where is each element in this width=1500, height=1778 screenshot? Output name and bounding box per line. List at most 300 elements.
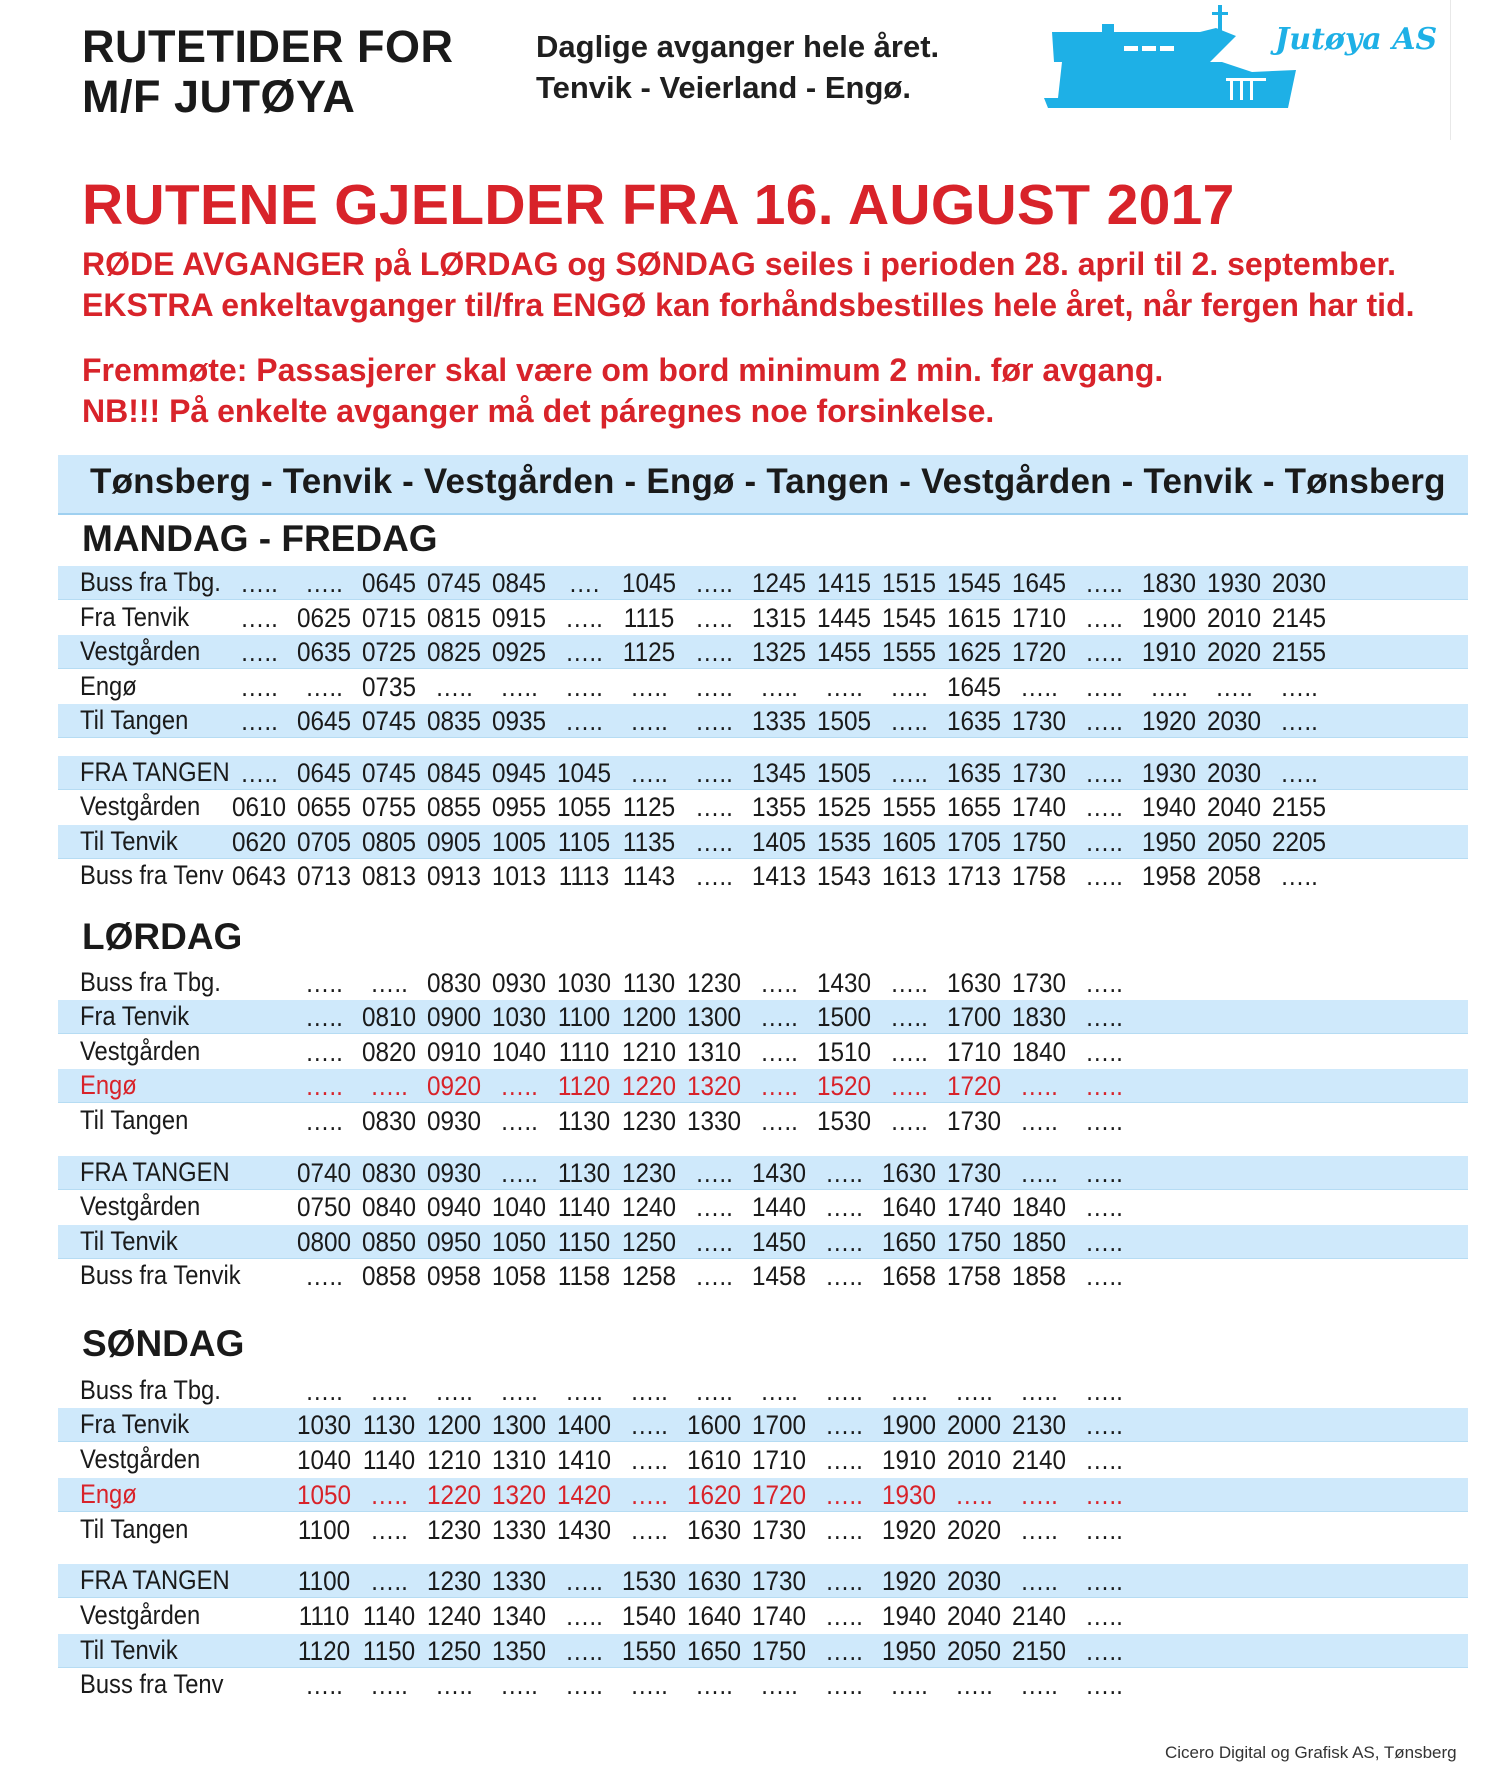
departure-time-cell: …..: [565, 1566, 603, 1596]
timetable-row-weekday: [58, 756, 1468, 790]
departure-time-cell: 0835: [426, 706, 482, 736]
departure-time-cell: 1005: [491, 827, 547, 857]
departure-time-cell: 0735: [361, 672, 417, 702]
departure-time-cell: 0813: [361, 861, 417, 891]
departure-time-cell: 1400: [556, 1410, 612, 1440]
departure-time-cell: 1458: [751, 1261, 807, 1291]
row-label: Vestgården: [80, 791, 201, 821]
departure-time-cell: 1320: [491, 1480, 547, 1510]
section-title-weekday: MANDAG - FREDAG: [82, 518, 438, 559]
departure-time-cell: …..: [825, 1410, 863, 1440]
departure-time-cell: …..: [1020, 672, 1058, 702]
row-label: Engø: [80, 671, 137, 701]
departure-time-cell: 1150: [362, 1636, 416, 1666]
subtitle-line-1: Daglige avganger hele året.: [536, 29, 940, 64]
timetable-row-saturday: [58, 1225, 1468, 1259]
departure-time-cell: 1910: [1141, 637, 1197, 667]
departure-time-cell: 0625: [296, 603, 352, 633]
departure-time-cell: …..: [695, 1670, 733, 1700]
departure-time-cell: 2040: [1206, 792, 1262, 822]
departure-time-cell: …..: [565, 603, 603, 633]
departure-time-cell: 0815: [426, 603, 482, 633]
departure-time-cell: …..: [825, 1376, 863, 1406]
departure-time-cell: 0740: [296, 1158, 352, 1188]
departure-time-cell: 0900: [426, 1002, 482, 1032]
departure-time-cell: …..: [435, 672, 473, 702]
departure-time-cell: …..: [890, 706, 928, 736]
departure-time-cell: 1445: [816, 603, 872, 633]
departure-time-cell: 2140: [1011, 1445, 1067, 1475]
departure-time-cell: 2050: [946, 1636, 1002, 1666]
row-label: Vestgården: [80, 1444, 201, 1474]
departure-time-cell: …..: [370, 968, 408, 998]
departure-time-cell: …..: [890, 1002, 928, 1032]
departure-time-cell: 0715: [361, 603, 417, 633]
departure-time-cell: …..: [565, 706, 603, 736]
departure-time-cell: …..: [370, 1480, 408, 1510]
departure-time-cell: 2020: [946, 1515, 1002, 1545]
departure-time-cell: 1330: [686, 1106, 742, 1136]
departure-time-cell: 1610: [686, 1445, 742, 1475]
departure-time-cell: …..: [1280, 758, 1318, 788]
row-label: Vestgården: [80, 636, 201, 666]
departure-time-cell: 0620: [231, 827, 287, 857]
departure-time-cell: 1120: [557, 1071, 611, 1101]
departure-time-cell: …..: [695, 1158, 733, 1188]
departure-time-cell: 1930: [1141, 758, 1197, 788]
departure-time-cell: …..: [1020, 1480, 1058, 1510]
departure-time-cell: 1900: [1141, 603, 1197, 633]
departure-time-cell: 0858: [361, 1261, 417, 1291]
departure-time-cell: 2030: [1271, 568, 1327, 598]
departure-time-cell: …..: [760, 1071, 798, 1101]
departure-time-cell: …..: [890, 672, 928, 702]
departure-time-cell: 0830: [361, 1106, 417, 1136]
departure-time-cell: …..: [1085, 1601, 1123, 1631]
section-title-saturday: LØRDAG: [82, 916, 243, 957]
departure-time-cell: 0855: [426, 792, 482, 822]
notice-attendance: Fremmøte: Passasjerer skal være om bord minimum 2 min. før avgang.: [82, 352, 1164, 388]
subtitle-line-2: Tenvik - Veierland - Engø.: [536, 70, 911, 105]
departure-time-cell: 2030: [1206, 706, 1262, 736]
departure-time-cell: 1430: [751, 1158, 807, 1188]
departure-time-cell: 0930: [491, 968, 547, 998]
departure-time-cell: …..: [1085, 1670, 1123, 1700]
departure-time-cell: 1150: [557, 1227, 611, 1257]
row-label: Vestgården: [80, 1191, 201, 1221]
row-label: Vestgården: [80, 1600, 201, 1630]
departure-time-cell: 1930: [1206, 568, 1262, 598]
departure-time-cell: …..: [305, 1261, 343, 1291]
departure-time-cell: …..: [825, 1445, 863, 1475]
departure-time-cell: 1550: [621, 1636, 677, 1666]
departure-time-cell: 1500: [816, 1002, 872, 1032]
departure-time-cell: 1530: [621, 1566, 677, 1596]
departure-time-cell: 1350: [491, 1636, 547, 1666]
row-label: Buss fra Tenv: [80, 860, 224, 890]
departure-time-cell: 1625: [946, 637, 1002, 667]
departure-time-cell: 1413: [751, 861, 807, 891]
departure-time-cell: 1850: [1011, 1227, 1067, 1257]
departure-time-cell: …..: [240, 758, 278, 788]
departure-time-cell: …..: [695, 1261, 733, 1291]
departure-time-cell: …..: [500, 1376, 538, 1406]
departure-time-cell: 1830: [1141, 568, 1197, 598]
row-label: FRA TANGEN: [80, 1157, 230, 1187]
departure-time-cell: 1620: [686, 1480, 742, 1510]
departure-time-cell: 1140: [362, 1445, 416, 1475]
departure-time-cell: 1950: [1141, 827, 1197, 857]
departure-time-cell: 1105: [557, 827, 611, 857]
departure-time-cell: …..: [1085, 706, 1123, 736]
departure-time-cell: 1045: [556, 758, 612, 788]
departure-time-cell: …..: [760, 1670, 798, 1700]
departure-time-cell: 1310: [686, 1037, 742, 1067]
departure-time-cell: 1230: [621, 1158, 677, 1188]
departure-time-cell: 1130: [622, 968, 676, 998]
departure-time-cell: …..: [1280, 706, 1318, 736]
departure-time-cell: …..: [955, 1376, 993, 1406]
departure-time-cell: …..: [1085, 603, 1123, 633]
row-label: Buss fra Tbg.: [80, 567, 221, 597]
row-label: Engø: [80, 1479, 137, 1509]
departure-time-cell: …..: [1085, 1158, 1123, 1188]
departure-time-cell: …..: [630, 672, 668, 702]
departure-time-cell: 1630: [686, 1566, 742, 1596]
departure-time-cell: 1630: [686, 1515, 742, 1545]
departure-time-cell: 1030: [296, 1410, 352, 1440]
timetable-row-saturday: [58, 1069, 1468, 1103]
departure-time-cell: 1355: [751, 792, 807, 822]
departure-time-cell: 0610: [231, 792, 287, 822]
departure-time-cell: 1113: [558, 861, 610, 891]
departure-time-cell: 1230: [426, 1566, 482, 1596]
departure-time-cell: 1055: [556, 792, 612, 822]
departure-time-cell: …..: [630, 1376, 668, 1406]
departure-time-cell: 1700: [751, 1410, 807, 1440]
departure-time-cell: …..: [825, 1227, 863, 1257]
departure-time-cell: …..: [825, 1566, 863, 1596]
departure-time-cell: …..: [240, 603, 278, 633]
departure-time-cell: 1140: [557, 1192, 611, 1222]
departure-time-cell: 0905: [426, 827, 482, 857]
notice-delays: NB!!! På enkelte avganger må det páregnes noe forsinkelse.: [82, 393, 995, 429]
departure-time-cell: 1940: [881, 1601, 937, 1631]
departure-time-cell: 0958: [426, 1261, 482, 1291]
departure-time-cell: …..: [305, 1106, 343, 1136]
departure-time-cell: …..: [305, 1037, 343, 1067]
departure-time-cell: …..: [695, 861, 733, 891]
departure-time-cell: …..: [1085, 637, 1123, 667]
departure-time-cell: …..: [305, 1376, 343, 1406]
timetable-row-sunday: [58, 1443, 1468, 1476]
departure-time-cell: …..: [240, 706, 278, 736]
departure-time-cell: …..: [825, 1158, 863, 1188]
departure-time-cell: 1210: [621, 1037, 677, 1067]
departure-time-cell: …..: [1085, 1002, 1123, 1032]
departure-time-cell: 1510: [816, 1037, 872, 1067]
departure-time-cell: …..: [825, 1192, 863, 1222]
departure-time-cell: 1050: [491, 1227, 547, 1257]
departure-time-cell: …..: [1020, 1106, 1058, 1136]
departure-time-cell: …..: [890, 1670, 928, 1700]
departure-time-cell: …..: [370, 1376, 408, 1406]
departure-time-cell: 1930: [881, 1480, 937, 1510]
departure-time-cell: 1100: [297, 1566, 351, 1596]
route-bar-text: Tønsberg - Tenvik - Vestgården - Engø - Tangen - Vestgården - Tenvik - Tønsberg: [90, 462, 1446, 501]
departure-time-cell: …..: [500, 1158, 538, 1188]
departure-time-cell: 0845: [491, 568, 547, 598]
departure-time-cell: 0755: [361, 792, 417, 822]
departure-time-cell: 0945: [491, 758, 547, 788]
departure-time-cell: 1840: [1011, 1192, 1067, 1222]
validity-headline: RUTENE GJELDER FRA 16. AUGUST 2017: [82, 173, 1235, 237]
departure-time-cell: …..: [760, 1037, 798, 1067]
timetable-row-weekday: [58, 635, 1468, 669]
departure-time-cell: …..: [1085, 1636, 1123, 1666]
departure-time-cell: 1455: [816, 637, 872, 667]
departure-time-cell: …..: [890, 1376, 928, 1406]
departure-time-cell: 1325: [751, 637, 807, 667]
departure-time-cell: 1730: [946, 1158, 1002, 1188]
departure-time-cell: 1740: [946, 1192, 1002, 1222]
departure-time-cell: 1750: [751, 1636, 807, 1666]
departure-time-cell: …..: [1085, 1566, 1123, 1596]
departure-time-cell: 1258: [621, 1261, 677, 1291]
departure-time-cell: 1920: [881, 1566, 937, 1596]
departure-time-cell: …..: [305, 672, 343, 702]
row-label: FRA TANGEN: [80, 1565, 230, 1595]
departure-time-cell: 1650: [686, 1636, 742, 1666]
departure-time-cell: 2010: [1206, 603, 1262, 633]
departure-time-cell: 1130: [557, 1106, 611, 1136]
departure-time-cell: 2140: [1011, 1601, 1067, 1631]
departure-time-cell: …..: [695, 792, 733, 822]
departure-time-cell: …..: [825, 1480, 863, 1510]
departure-time-cell: 1710: [1011, 603, 1067, 633]
departure-time-cell: 1730: [1011, 968, 1067, 998]
departure-time-cell: 1130: [362, 1410, 416, 1440]
departure-time-cell: 1415: [816, 568, 872, 598]
departure-time-cell: …..: [305, 1002, 343, 1032]
timetable-row-saturday: [58, 1190, 1468, 1223]
departure-time-cell: 2050: [1206, 827, 1262, 857]
departure-time-cell: …..: [695, 637, 733, 667]
departure-time-cell: …..: [630, 1670, 668, 1700]
timetable-row-weekday: [58, 825, 1468, 859]
departure-time-cell: 1705: [946, 827, 1002, 857]
timetable-row-sunday: [58, 1374, 1468, 1407]
row-label: Til Tangen: [80, 1514, 189, 1544]
departure-time-cell: 2000: [946, 1410, 1002, 1440]
departure-time-cell: 1535: [816, 827, 872, 857]
timetable-row-sunday: [58, 1599, 1468, 1632]
departure-time-cell: …..: [890, 758, 928, 788]
departure-time-cell: 0635: [296, 637, 352, 667]
departure-time-cell: 2030: [946, 1566, 1002, 1596]
departure-time-cell: …..: [1280, 672, 1318, 702]
departure-time-cell: …..: [1085, 1192, 1123, 1222]
departure-time-cell: …..: [240, 637, 278, 667]
departure-time-cell: …..: [370, 1071, 408, 1101]
departure-time-cell: 0930: [426, 1158, 482, 1188]
timetable-row-saturday: [58, 966, 1468, 999]
departure-time-cell: 1040: [491, 1192, 547, 1222]
row-label: Vestgården: [80, 1036, 201, 1066]
departure-time-cell: 1758: [946, 1261, 1002, 1291]
departure-time-cell: …..: [305, 1071, 343, 1101]
departure-time-cell: 1750: [1011, 827, 1067, 857]
departure-time-cell: 1030: [491, 1002, 547, 1032]
departure-time-cell: 2040: [946, 1601, 1002, 1631]
departure-time-cell: …..: [565, 1670, 603, 1700]
departure-time-cell: 1515: [881, 568, 937, 598]
timetable-row-sunday: [58, 1408, 1468, 1442]
departure-time-cell: 1640: [881, 1192, 937, 1222]
departure-time-cell: 1330: [491, 1515, 547, 1545]
departure-time-cell: 1635: [946, 758, 1002, 788]
timetable-row-saturday: [58, 1259, 1468, 1292]
departure-time-cell: 0705: [296, 827, 352, 857]
departure-time-cell: …..: [1085, 672, 1123, 702]
departure-time-cell: 1125: [622, 637, 676, 667]
departure-time-cell: 0820: [361, 1037, 417, 1067]
departure-time-cell: 1420: [556, 1480, 612, 1510]
departure-time-cell: …..: [435, 1376, 473, 1406]
departure-time-cell: …..: [565, 672, 603, 702]
departure-time-cell: 1615: [946, 603, 1002, 633]
departure-time-cell: 1700: [946, 1002, 1002, 1032]
departure-time-cell: 1750: [946, 1227, 1002, 1257]
departure-time-cell: 2010: [946, 1445, 1002, 1475]
page-subtitle: [536, 26, 939, 108]
departure-time-cell: …..: [825, 672, 863, 702]
departure-time-cell: 1525: [816, 792, 872, 822]
departure-time-cell: 2058: [1206, 861, 1262, 891]
row-label: Buss fra Tbg.: [80, 1375, 221, 1405]
departure-time-cell: …..: [955, 1480, 993, 1510]
departure-time-cell: 0825: [426, 637, 482, 667]
departure-time-cell: …..: [1020, 1515, 1058, 1545]
departure-time-cell: 2020: [1206, 637, 1262, 667]
timetable-row-saturday: [58, 1104, 1468, 1137]
departure-time-cell: 1240: [621, 1192, 677, 1222]
departure-time-cell: …..: [695, 672, 733, 702]
notice-extra-departures: EKSTRA enkeltavganger til/fra ENGØ kan forhåndsbestilles hele året, når fergen har tid.: [82, 287, 1415, 323]
departure-time-cell: …..: [1020, 1566, 1058, 1596]
departure-time-cell: 1635: [946, 706, 1002, 736]
departure-time-cell: …..: [1085, 1515, 1123, 1545]
departure-time-cell: 1555: [881, 792, 937, 822]
departure-time-cell: …..: [1085, 568, 1123, 598]
departure-time-cell: …..: [240, 672, 278, 702]
timetable-row-weekday: [58, 704, 1468, 738]
departure-time-cell: 0950: [426, 1227, 482, 1257]
departure-time-cell: …..: [760, 968, 798, 998]
departure-time-cell: …..: [1085, 1480, 1123, 1510]
departure-time-cell: 1758: [1011, 861, 1067, 891]
departure-time-cell: 1950: [881, 1636, 937, 1666]
departure-time-cell: …..: [630, 1480, 668, 1510]
departure-time-cell: 1710: [946, 1037, 1002, 1067]
page-title: [82, 22, 454, 122]
departure-time-cell: 1658: [881, 1261, 937, 1291]
departure-time-cell: …..: [565, 1601, 603, 1631]
departure-time-cell: 2155: [1271, 792, 1327, 822]
departure-time-cell: 1300: [686, 1002, 742, 1032]
departure-time-cell: …..: [695, 827, 733, 857]
timetable-row-sunday: [58, 1634, 1468, 1668]
row-label: Fra Tenvik: [80, 602, 190, 632]
departure-time-cell: …..: [1020, 1158, 1058, 1188]
departure-time-cell: 1340: [491, 1601, 547, 1631]
departure-time-cell: 1520: [816, 1071, 872, 1101]
departure-time-cell: …..: [1085, 1071, 1123, 1101]
departure-time-cell: 1543: [816, 861, 872, 891]
departure-time-cell: 0643: [231, 861, 287, 891]
departure-time-cell: 1958: [1141, 861, 1197, 891]
departure-time-cell: …..: [305, 1670, 343, 1700]
timetable-row-saturday: [58, 1156, 1468, 1190]
timetable-row-saturday: [58, 1035, 1468, 1068]
departure-time-cell: 1730: [946, 1106, 1002, 1136]
departure-time-cell: 1720: [751, 1480, 807, 1510]
departure-time-cell: 1230: [426, 1515, 482, 1545]
departure-time-cell: 1220: [426, 1480, 482, 1510]
departure-time-cell: 1910: [881, 1445, 937, 1475]
departure-time-cell: 2155: [1271, 637, 1327, 667]
departure-time-cell: 1158: [557, 1261, 611, 1291]
ferry-icon: [1040, 0, 1340, 140]
departure-time-cell: 0645: [361, 568, 417, 598]
departure-time-cell: 0645: [296, 758, 352, 788]
departure-time-cell: …..: [695, 1376, 733, 1406]
departure-time-cell: …..: [1085, 1037, 1123, 1067]
departure-time-cell: 0920: [426, 1071, 482, 1101]
departure-time-cell: 1315: [751, 603, 807, 633]
departure-time-cell: …..: [825, 1601, 863, 1631]
departure-time-cell: 1450: [751, 1227, 807, 1257]
departure-time-cell: 1720: [946, 1071, 1002, 1101]
departure-time-cell: 1730: [1011, 706, 1067, 736]
timetable-row-weekday: [58, 670, 1468, 703]
departure-time-cell: 1405: [751, 827, 807, 857]
departure-time-cell: …..: [1150, 672, 1188, 702]
departure-time-cell: 0915: [491, 603, 547, 633]
departure-time-cell: 0655: [296, 792, 352, 822]
departure-time-cell: 1335: [751, 706, 807, 736]
departure-time-cell: …..: [1085, 827, 1123, 857]
departure-time-cell: 1730: [751, 1515, 807, 1545]
departure-time-cell: 1605: [881, 827, 937, 857]
departure-time-cell: 0745: [361, 758, 417, 788]
departure-time-cell: 1640: [686, 1601, 742, 1631]
row-label: FRA TANGEN: [80, 757, 230, 787]
departure-time-cell: 1143: [622, 861, 676, 891]
departure-time-cell: 1710: [751, 1445, 807, 1475]
departure-time-cell: …..: [1020, 1071, 1058, 1101]
departure-time-cell: 1630: [881, 1158, 937, 1188]
departure-time-cell: 1920: [1141, 706, 1197, 736]
departure-time-cell: …..: [825, 1515, 863, 1545]
departure-time-cell: …..: [1215, 672, 1253, 702]
departure-time-cell: …..: [760, 1002, 798, 1032]
departure-time-cell: 0745: [426, 568, 482, 598]
departure-time-cell: …..: [695, 603, 733, 633]
departure-time-cell: 0930: [426, 1106, 482, 1136]
timetable-row-sunday: [58, 1564, 1468, 1598]
row-label: Buss fra Tbg.: [80, 967, 221, 997]
